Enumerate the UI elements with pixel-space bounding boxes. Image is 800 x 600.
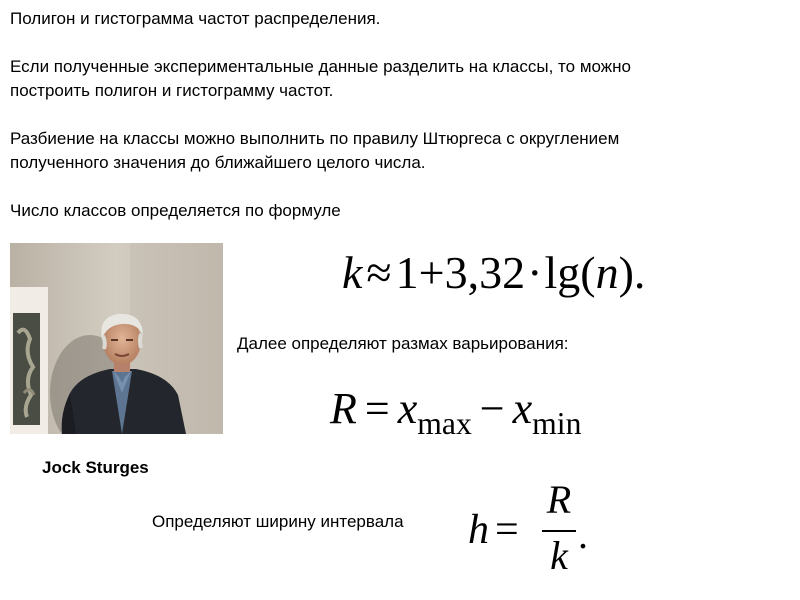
fraction-denominator: k bbox=[550, 533, 568, 578]
minus-sign: − bbox=[479, 384, 505, 433]
open-paren: ( bbox=[580, 247, 596, 298]
equals-sign-h: = bbox=[495, 507, 519, 553]
log-function: lg bbox=[544, 247, 581, 298]
range-formula bbox=[330, 384, 582, 441]
width-intro-text: Определяют ширину интервала bbox=[152, 512, 404, 531]
equals-sign: = bbox=[364, 384, 390, 433]
formula-k-one: 1 bbox=[395, 247, 419, 298]
range-intro-text: Далее определяют размах варьирования: bbox=[237, 334, 569, 353]
formula-r-lhs: R bbox=[330, 384, 357, 433]
fraction bbox=[538, 477, 580, 578]
paragraph-1-line-1: Если полученные экспериментальные данные разделить на классы, то можно bbox=[10, 57, 631, 76]
formula-k-lhs: k bbox=[342, 247, 363, 298]
formula-r-var1: x bbox=[397, 384, 418, 433]
fraction-bar bbox=[542, 530, 576, 532]
approx-sign: ≈ bbox=[366, 247, 392, 298]
paragraph-2-line-2: полученного значения до ближайшего целого числа. bbox=[10, 153, 426, 172]
formula-k-coefficient: 3,32 bbox=[444, 247, 526, 298]
sturges-formula bbox=[342, 247, 646, 298]
formula-h-lhs: h bbox=[468, 507, 489, 553]
photo-caption: Jock Sturges bbox=[42, 458, 149, 477]
slide-title: Полигон и гистограмма частот распределения. bbox=[10, 9, 381, 28]
portrait-photo bbox=[10, 243, 223, 434]
close-paren: ). bbox=[618, 247, 646, 298]
paragraph-1-line-2: построить полигон и гистограмму частот. bbox=[10, 81, 334, 100]
paragraph-2-line-1: Разбиение на классы можно выполнить по правилу Штюргеса с округлением bbox=[10, 129, 620, 148]
subscript-max: max bbox=[417, 405, 472, 441]
formula-r-var2: x bbox=[512, 384, 533, 433]
formula-h-lhs-group bbox=[468, 509, 519, 551]
formula-k-arg: n bbox=[595, 247, 619, 298]
formula-intro-text: Число классов определяется по формуле bbox=[10, 201, 341, 220]
fraction-numerator: R bbox=[546, 477, 572, 522]
multiply-dot: · bbox=[527, 247, 543, 298]
subscript-min: min bbox=[532, 405, 582, 441]
formula-h-period: . bbox=[578, 512, 588, 557]
plus-sign: + bbox=[418, 247, 445, 298]
